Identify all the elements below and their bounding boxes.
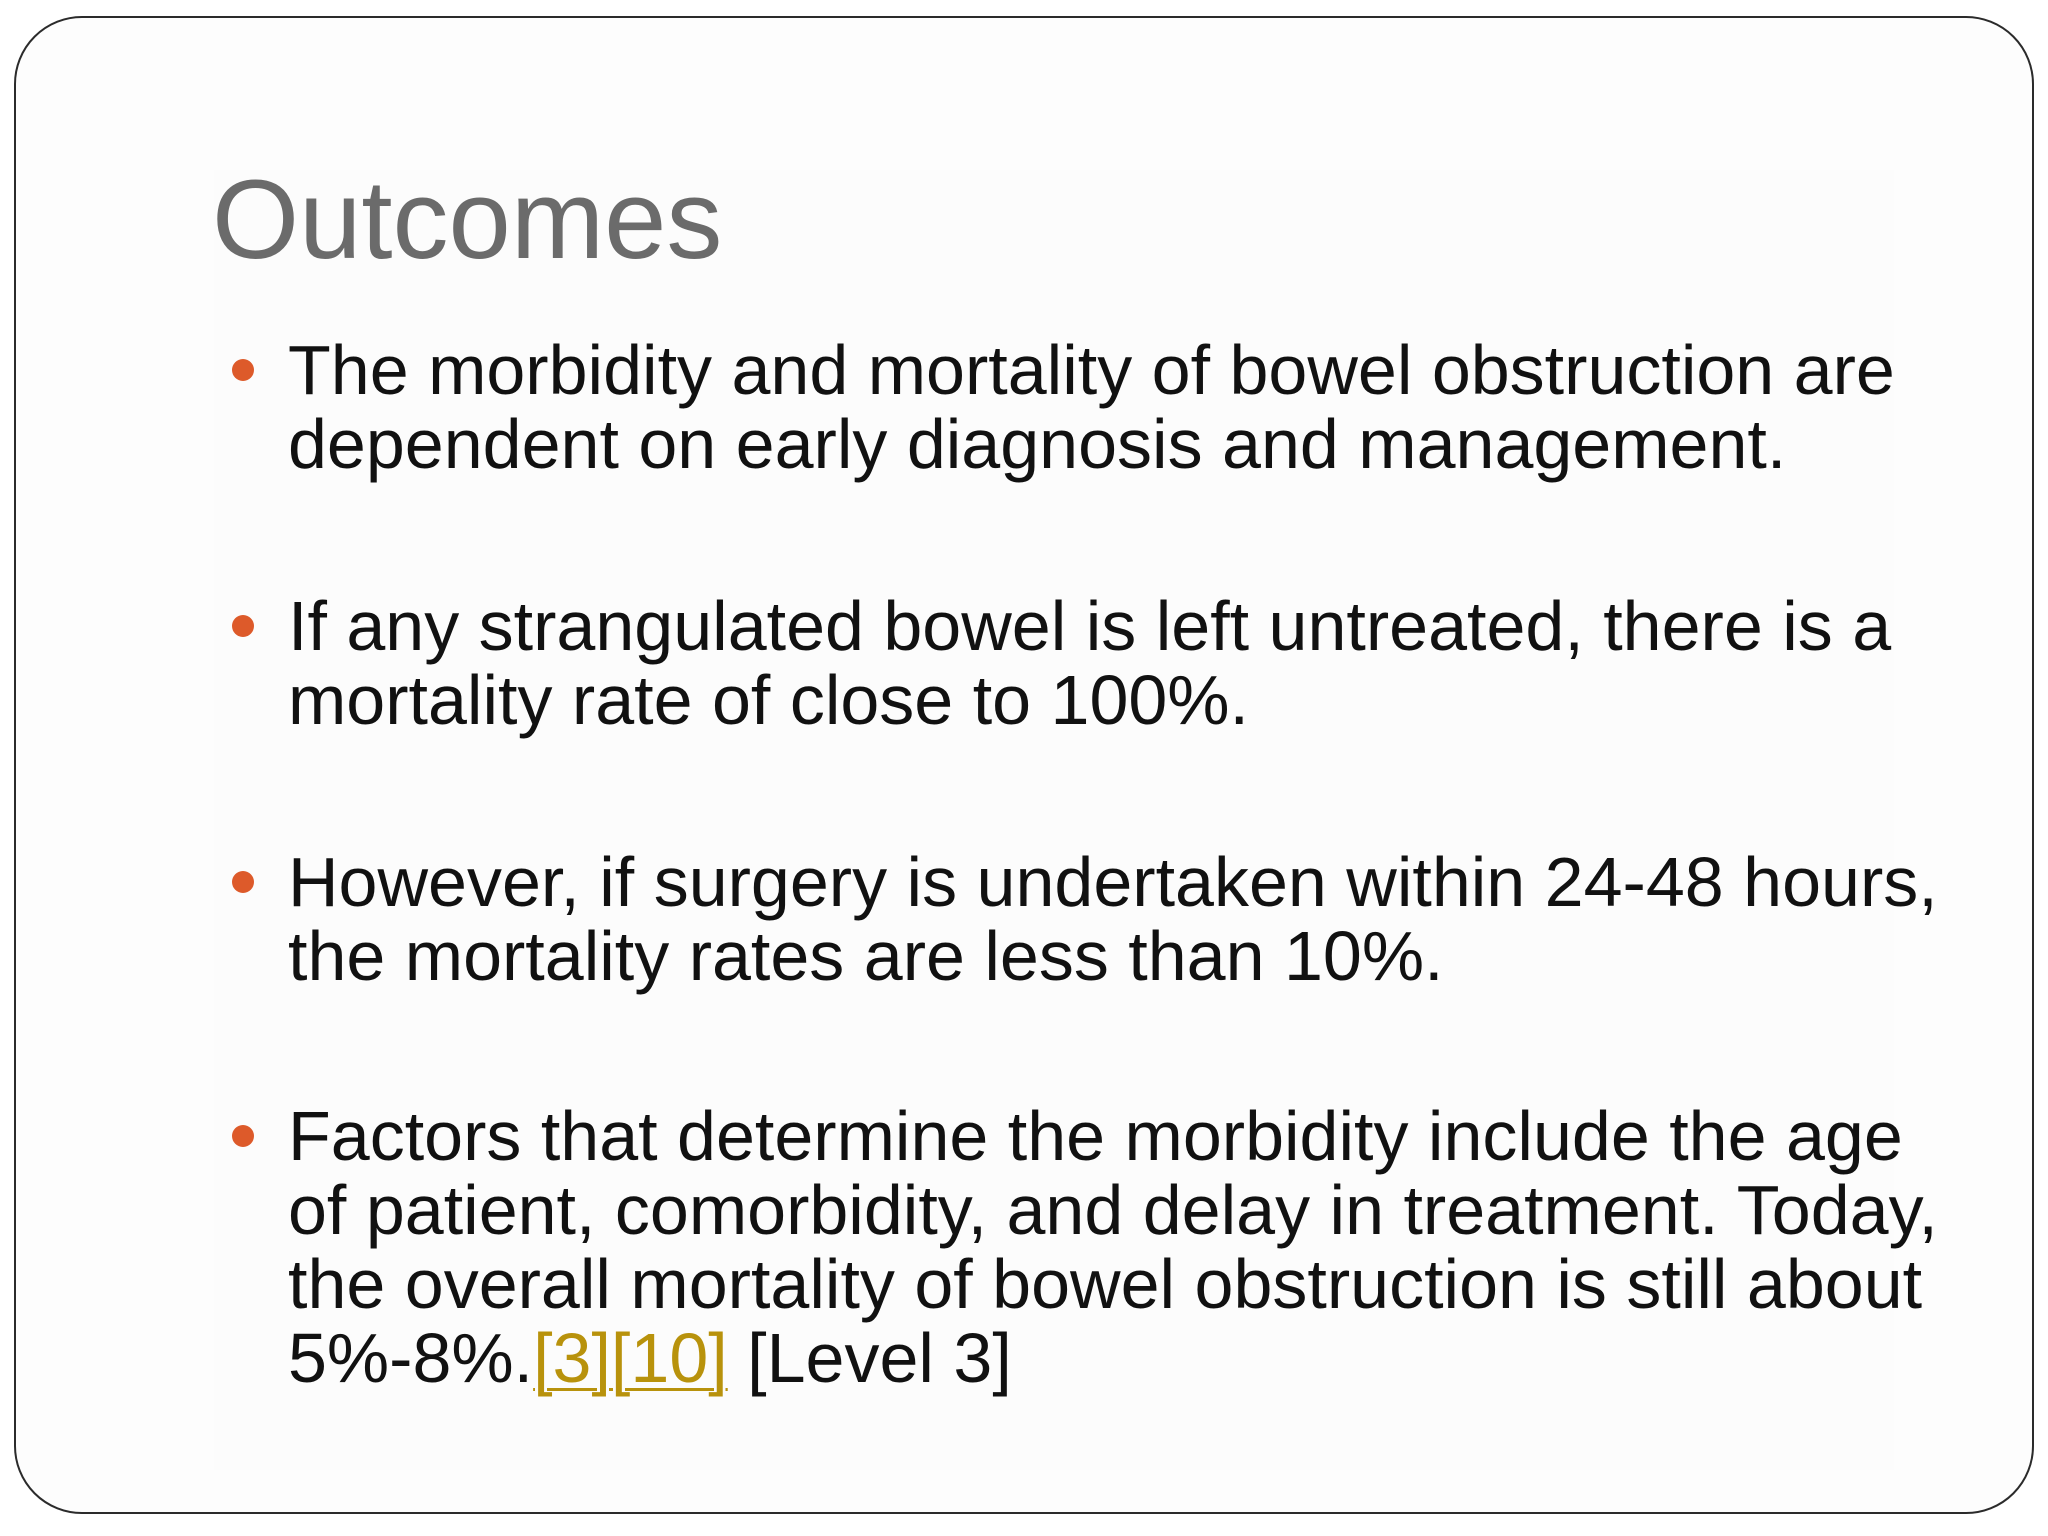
evidence-level: [Level 3] [727, 1319, 1012, 1397]
slide-title: Outcomes [212, 157, 723, 282]
bullet-text-3: However, if surgery is undertaken within 24-48 hours, the mortality rates are less than 10%. [288, 843, 1938, 995]
bullet-item-2 [288, 589, 1948, 737]
bullet-text-1: The morbidity and mortality of bowel obstruction are dependent on early diagnosis and management. [288, 331, 1895, 483]
bullet-dot-icon [232, 871, 254, 893]
bullet-text-4 [288, 1099, 1948, 1395]
bullet-text-4-main: Factors that determine the morbidity include the age of patient, comorbidity, and delay in treatment. Today, the overall mortality of bowel obstruction is still about 5%-8%. [288, 1097, 1938, 1397]
bullet-item-3 [288, 845, 1948, 993]
citation-link[interactable]: [3][10] [533, 1319, 728, 1397]
bullet-text-2: If any strangulated bowel is left untreated, there is a mortality rate of close to 100%. [288, 587, 1892, 739]
bullet-dot-icon [232, 1125, 254, 1147]
bullet-item-4 [288, 1099, 1948, 1395]
bullet-dot-icon [232, 359, 254, 381]
bullet-dot-icon [232, 615, 254, 637]
bullet-item-1 [288, 333, 1948, 481]
